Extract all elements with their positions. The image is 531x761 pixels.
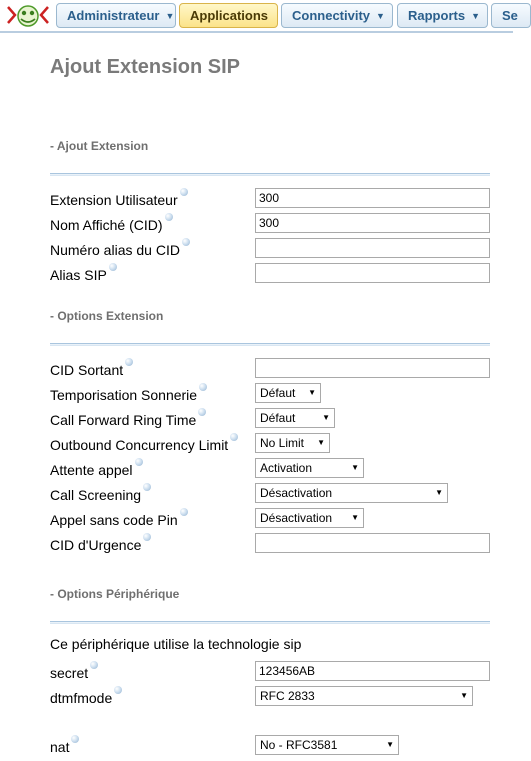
label-text: secret [50, 665, 89, 681]
dtmfmode-select[interactable] [255, 686, 473, 706]
label-text: CID d'Urgence [50, 537, 142, 553]
chevron-down-icon: ▼ [308, 388, 316, 397]
label-numero-alias-cid [50, 242, 190, 258]
help-icon[interactable] [71, 735, 79, 743]
select-value: Défaut [260, 411, 296, 425]
label-text: CID Sortant [50, 362, 124, 378]
help-icon[interactable] [135, 458, 143, 466]
nav-administrateur[interactable] [56, 3, 176, 28]
chevron-down-icon: ▼ [376, 11, 385, 21]
label-temporisation-sonnerie [50, 387, 207, 403]
label-text: Attente appel [50, 462, 133, 478]
nav-underline [0, 31, 513, 33]
help-icon[interactable] [125, 358, 133, 366]
section-ajout-extension: - Ajout Extension [50, 139, 149, 153]
row-appel-sans-code-pin [50, 508, 495, 530]
extension-utilisateur-input[interactable] [255, 188, 490, 208]
label-extension-utilisateur [50, 192, 188, 208]
temporisation-sonnerie-select[interactable] [255, 383, 321, 403]
row-temporisation-sonnerie [50, 383, 495, 405]
label-text: Temporisation Sonnerie [50, 387, 198, 403]
nav-applications[interactable] [179, 3, 278, 28]
label-alias-sip [50, 267, 117, 283]
select-value: Activation [260, 461, 313, 475]
label-text: dtmfmode [50, 690, 113, 706]
nav-connectivity-label: Connectivity [292, 8, 371, 23]
select-value: Défaut [260, 386, 296, 400]
row-outbound-concurrency-limit [50, 433, 495, 455]
device-technology-text: Ce périphérique utilise la technologie sip [50, 636, 302, 652]
help-icon[interactable] [109, 263, 117, 271]
call-forward-ring-time-select[interactable] [255, 408, 335, 428]
chevron-down-icon: ▼ [317, 438, 325, 447]
help-icon[interactable] [143, 533, 151, 541]
label-text: Appel sans code Pin [50, 512, 178, 528]
nav-rapports[interactable] [397, 3, 488, 28]
label-nom-affiche [50, 217, 173, 233]
label-appel-sans-code-pin [50, 512, 188, 528]
help-icon[interactable] [199, 383, 207, 391]
help-icon[interactable] [180, 188, 188, 196]
label-text: Call Screening [50, 487, 142, 503]
select-value: No - RFC3581 [260, 738, 338, 752]
row-call-screening [50, 483, 495, 505]
select-value: Désactivation [260, 486, 333, 500]
help-icon[interactable] [230, 433, 238, 441]
nav-settings-label: Se [502, 8, 518, 23]
label-attente-appel [50, 462, 143, 478]
select-value: RFC 2833 [260, 689, 315, 703]
section-divider [50, 621, 490, 624]
call-screening-select[interactable] [255, 483, 448, 503]
chevron-down-icon: ▼ [351, 513, 359, 522]
chevron-down-icon: ▼ [165, 11, 175, 21]
help-icon[interactable] [143, 483, 151, 491]
nav-applications-label: Applications [190, 8, 269, 23]
help-icon[interactable] [182, 238, 190, 246]
chevron-down-icon: ▼ [351, 463, 359, 472]
outbound-concurrency-limit-select[interactable] [255, 433, 330, 453]
attente-appel-select[interactable] [255, 458, 364, 478]
nom-affiche-input[interactable] [255, 213, 490, 233]
nav-rapports-label: Rapports [408, 8, 466, 23]
cid-sortant-input[interactable] [255, 358, 490, 378]
section-divider [50, 343, 490, 346]
numero-alias-cid-input[interactable] [255, 238, 490, 258]
logo-icon[interactable] [5, 3, 51, 29]
select-value: Désactivation [260, 511, 333, 525]
chevron-down-icon: ▼ [471, 11, 480, 21]
row-call-forward-ring-time [50, 408, 495, 430]
label-text: nat [50, 739, 70, 755]
help-icon[interactable] [165, 213, 173, 221]
help-icon[interactable] [180, 508, 188, 516]
appel-sans-code-pin-select[interactable] [255, 508, 364, 528]
row-nom-affiche [50, 213, 495, 235]
row-attente-appel [50, 458, 495, 480]
row-extension-utilisateur [50, 188, 495, 210]
label-call-screening [50, 487, 151, 503]
chevron-down-icon: ▼ [386, 740, 394, 749]
section-options-extension: - Options Extension [50, 309, 164, 323]
row-cid-sortant [50, 358, 495, 380]
row-nat [50, 735, 495, 757]
label-text: Extension Utilisateur [50, 192, 178, 208]
label-call-forward-ring-time [50, 412, 206, 428]
cid-urgence-input[interactable] [255, 533, 490, 553]
row-alias-sip [50, 263, 495, 285]
top-navigation [0, 0, 518, 33]
row-cid-urgence [50, 533, 495, 555]
section-divider [50, 173, 490, 176]
nat-select[interactable] [255, 735, 399, 755]
help-icon[interactable] [90, 661, 98, 669]
label-outbound-concurrency-limit [50, 437, 238, 453]
chevron-down-icon: ▼ [322, 413, 330, 422]
label-text: Call Forward Ring Time [50, 412, 197, 428]
label-text: Numéro alias du CID [50, 242, 180, 258]
label-text: Outbound Concurrency Limit [50, 437, 229, 453]
label-text: Nom Affiché (CID) [50, 217, 163, 233]
alias-sip-input[interactable] [255, 263, 490, 283]
chevron-down-icon: ▼ [460, 691, 468, 700]
section-options-peripherique: - Options Périphérique [50, 587, 180, 601]
row-secret [50, 661, 495, 683]
row-numero-alias-cid [50, 238, 495, 260]
row-dtmfmode [50, 686, 495, 708]
nav-connectivity[interactable] [281, 3, 393, 28]
help-icon[interactable] [114, 686, 122, 694]
page-title: Ajout Extension SIP [50, 56, 241, 78]
nav-settings[interactable] [491, 3, 531, 28]
label-text: Alias SIP [50, 267, 107, 283]
help-icon[interactable] [198, 408, 206, 416]
nav-administrateur-label: Administrateur [67, 8, 160, 23]
label-dtmfmode [50, 690, 122, 706]
label-cid-urgence [50, 537, 151, 553]
select-value: No Limit [260, 436, 305, 450]
secret-input[interactable] [255, 661, 490, 681]
chevron-down-icon: ▼ [435, 488, 443, 497]
label-secret [50, 665, 98, 681]
label-cid-sortant [50, 362, 133, 378]
label-nat [50, 739, 79, 755]
